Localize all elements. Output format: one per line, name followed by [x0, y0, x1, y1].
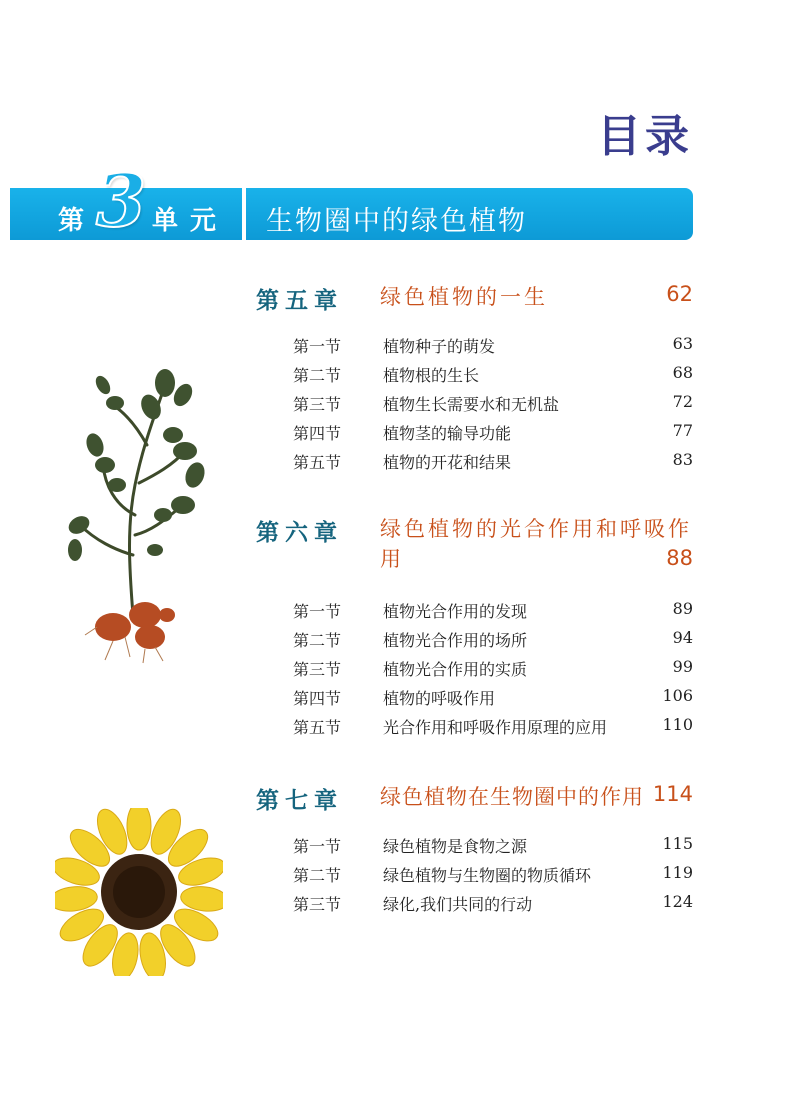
section-title: 植物的开花和结果: [383, 453, 512, 472]
section-number: 第三节: [293, 895, 342, 914]
toc-section-row[interactable]: [293, 863, 693, 887]
toc-section-row[interactable]: [293, 334, 693, 358]
toc-section-row[interactable]: [293, 686, 693, 710]
section-page: 68: [672, 363, 693, 382]
section-number: 第五节: [293, 718, 342, 737]
root-plant-illustration: [55, 365, 225, 665]
section-number: 第四节: [293, 689, 342, 708]
section-number: 第一节: [293, 602, 342, 621]
section-title: 绿色植物是食物之源: [383, 837, 528, 856]
section-title: 植物根的生长: [383, 366, 480, 385]
section-title: 绿色植物与生物圈的物质循环: [383, 866, 592, 885]
section-title: 植物光合作用的场所: [383, 631, 528, 650]
section-number: 第五节: [293, 453, 342, 472]
chapter-page: 62: [666, 282, 693, 306]
section-page: 99: [672, 657, 693, 676]
section-page: 63: [672, 334, 693, 353]
section-title: 绿化,我们共同的行动: [383, 895, 533, 914]
toc-section-row[interactable]: [293, 715, 693, 739]
sunflower-illustration: [55, 808, 223, 976]
section-number: 第三节: [293, 395, 342, 414]
chapter-page: 88: [666, 546, 693, 570]
toc-section-row[interactable]: [293, 363, 693, 387]
page-title: 目录: [597, 111, 693, 162]
section-title: 植物茎的输导功能: [383, 424, 512, 443]
section-number: 第三节: [293, 660, 342, 679]
section-page: 72: [672, 392, 693, 411]
section-number: 第一节: [293, 837, 342, 856]
section-title: 植物种子的萌发: [383, 337, 496, 356]
section-page: 115: [662, 834, 693, 853]
toc-section-row[interactable]: [293, 892, 693, 916]
section-page: 89: [672, 599, 693, 618]
unit-divider: [242, 188, 246, 240]
toc-section-row[interactable]: [293, 657, 693, 681]
unit-suffix: 单元: [152, 206, 229, 236]
section-page: 106: [662, 686, 693, 705]
unit-label: [10, 158, 242, 243]
unit-prefix: 第: [58, 206, 91, 236]
section-page: 119: [662, 863, 693, 882]
chapter-title: 绿色植物的光合作用和呼吸作用: [380, 517, 692, 571]
chapter-label: 第六章: [256, 520, 343, 546]
section-page: 83: [672, 450, 693, 469]
section-page: 124: [662, 892, 693, 911]
chapter-label: 第七章: [256, 788, 343, 814]
chapter-5[interactable]: [256, 282, 693, 316]
unit-banner: [10, 158, 693, 243]
section-number: 第四节: [293, 424, 342, 443]
section-title: 植物的呼吸作用: [383, 689, 496, 708]
section-number: 第二节: [293, 366, 342, 385]
toc-section-row[interactable]: [293, 628, 693, 652]
toc-section-row[interactable]: [293, 599, 693, 623]
chapter-7[interactable]: [256, 782, 693, 816]
chapter-page: 114: [652, 782, 693, 806]
toc-section-row[interactable]: [293, 834, 693, 858]
chapter-title: 绿色植物的一生: [380, 285, 548, 309]
section-number: 第二节: [293, 631, 342, 650]
section-number: 第一节: [293, 337, 342, 356]
section-title: 植物生长需要水和无机盐: [383, 395, 560, 414]
chapter-label: 第五章: [256, 288, 343, 314]
section-page: 94: [672, 628, 693, 647]
chapter-title: 绿色植物在生物圈中的作用: [380, 785, 644, 809]
section-title: 植物光合作用的发现: [383, 602, 528, 621]
section-page: 77: [672, 421, 693, 440]
toc-section-row[interactable]: [293, 392, 693, 416]
section-title: 光合作用和呼吸作用原理的应用: [383, 718, 608, 737]
unit-number: 3: [96, 158, 147, 243]
chapter-6[interactable]: [256, 514, 693, 578]
unit-title: 生物圈中的绿色植物: [266, 206, 527, 237]
section-title: 植物光合作用的实质: [383, 660, 528, 679]
section-number: 第二节: [293, 866, 342, 885]
toc-section-row[interactable]: [293, 421, 693, 445]
section-page: 110: [662, 715, 693, 734]
toc-section-row[interactable]: [293, 450, 693, 474]
